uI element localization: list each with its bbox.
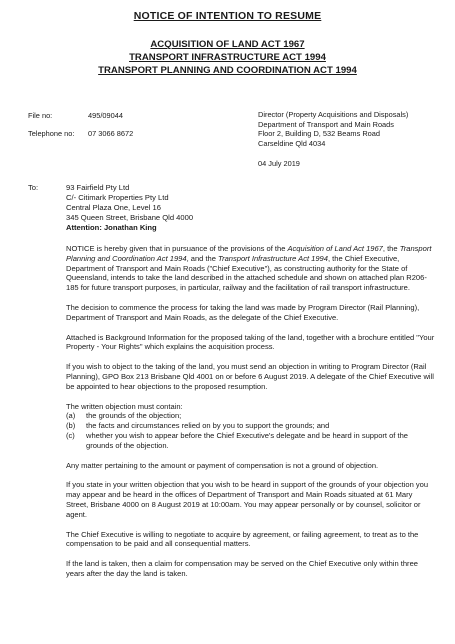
letter-date: 04 July 2019 [258, 159, 300, 169]
sender-line: Floor 2, Building D, 532 Beams Road [258, 129, 381, 139]
act-heading: TRANSPORT INFRASTRUCTURE ACT 1994 [129, 52, 326, 63]
paragraph-claim-deadline: If the land is taken, then a claim for compensation may be served on the Chief Executive only within three years after the day the land is taken. [66, 559, 418, 578]
list-intro: The written objection must contain: [66, 401, 183, 411]
document-title: NOTICE OF INTENTION TO RESUME [133, 10, 322, 22]
sender-line: Carseldine Qld 4034 [258, 138, 326, 148]
recipient-address [28, 183, 193, 233]
sender-address [258, 110, 408, 169]
file-number-label: File no: [28, 111, 53, 120]
list-marker: (c) [66, 430, 75, 440]
file-number-row [28, 110, 133, 122]
act-heading: TRANSPORT PLANNING AND COORDINATION ACT 1994 [98, 65, 357, 76]
to-label: To: [28, 183, 39, 192]
legislation-headings [0, 38, 455, 77]
list-text: the grounds of the objection; [86, 411, 182, 421]
list-item [66, 421, 436, 431]
list-text: the facts and circumstances relied on by you to support the grounds; and [86, 421, 330, 431]
sender-line: Director (Property Acquisitions and Disposals) [258, 110, 409, 119]
paragraph-notice: NOTICE is hereby given that in pursuance of the provisions of the Acquisition of Land Act 1967, the Transport Planning and Coordination Act 1994, and the Transport Infrastructure Act 1994, the Chief Executive, Department of Transport and Main Roads ("Chief Executive"), as constructing authority for the State of Queensland, intends to take the land described in the attached schedule and shown on attached plan R206-185 for future transport purposes, in particular, railway and the facilitation of rail transport infrastructure. [66, 244, 432, 293]
recipient-line: 345 Queen Street, Brisbane Qld 4000 [66, 213, 194, 222]
paragraph-objection-process: If you wish to object to the taking of the land, you must send an objection in writing to Program Director (Rail Planning), GPO Box 213 Brisbane Qld 4001 on or before 6 August 2019. A delegate of the Chief Executive will be appointed to hear objections to the proposed resumption. [66, 362, 434, 391]
list-item [66, 411, 436, 421]
reference-details [28, 110, 133, 140]
paragraph-compensation-exclusion: Any matter pertaining to the amount or payment of compensation is not a ground of objection. [66, 460, 379, 470]
list-marker: (b) [66, 421, 76, 431]
telephone-label: Telephone no: [28, 129, 75, 138]
paragraph-negotiation: The Chief Executive is willing to negotiate to acquire by agreement, or failing agreement, to treat as to the compensation to be paid and all consequential matters. [66, 529, 419, 549]
paragraph-attachments: Attached is Background Information for the proposed taking of the land, together with a brochure entitled "Your Property - Your Rights" which explains the acquisition process. [66, 332, 435, 352]
list-marker: (a) [66, 411, 76, 421]
attention-line: Attention: Jonathan King [66, 223, 157, 232]
notice-body [66, 244, 436, 589]
file-number-value: 495/09044 [88, 111, 123, 120]
list-text: whether you wish to appear before the Chief Executive's delegate and be heard in support of the grounds of the objection. [86, 430, 408, 450]
recipient-line: Central Plaza One, Level 16 [66, 203, 161, 212]
telephone-row [28, 128, 133, 140]
sender-line: Department of Transport and Main Roads [258, 119, 394, 129]
paragraph-decision: The decision to commence the process for taking the land was made by Program Director (Rail Planning), Department of Transport and Main Roads, as the delegate of the Chief Executive. [66, 302, 420, 322]
objection-requirements [66, 402, 436, 451]
telephone-value: 07 3066 8672 [88, 129, 134, 138]
recipient-line: 93 Fairfield Pty Ltd [66, 183, 130, 192]
paragraph-hearing: If you state in your written objection that you wish to be heard in support of the grounds of your objection you may appear and be heard in the offices of Department of Transport and Main Roads situated at 61 Mary Street, Brisbane 4000 on 8 August 2019 at 10:00am. You may appear personally or by counsel, solicitor or agent. [66, 480, 429, 519]
recipient-line: C/- Citimark Properties Pty Ltd [66, 193, 169, 202]
list-item [66, 431, 436, 451]
act-heading: ACQUISITION OF LAND ACT 1967 [150, 39, 305, 50]
